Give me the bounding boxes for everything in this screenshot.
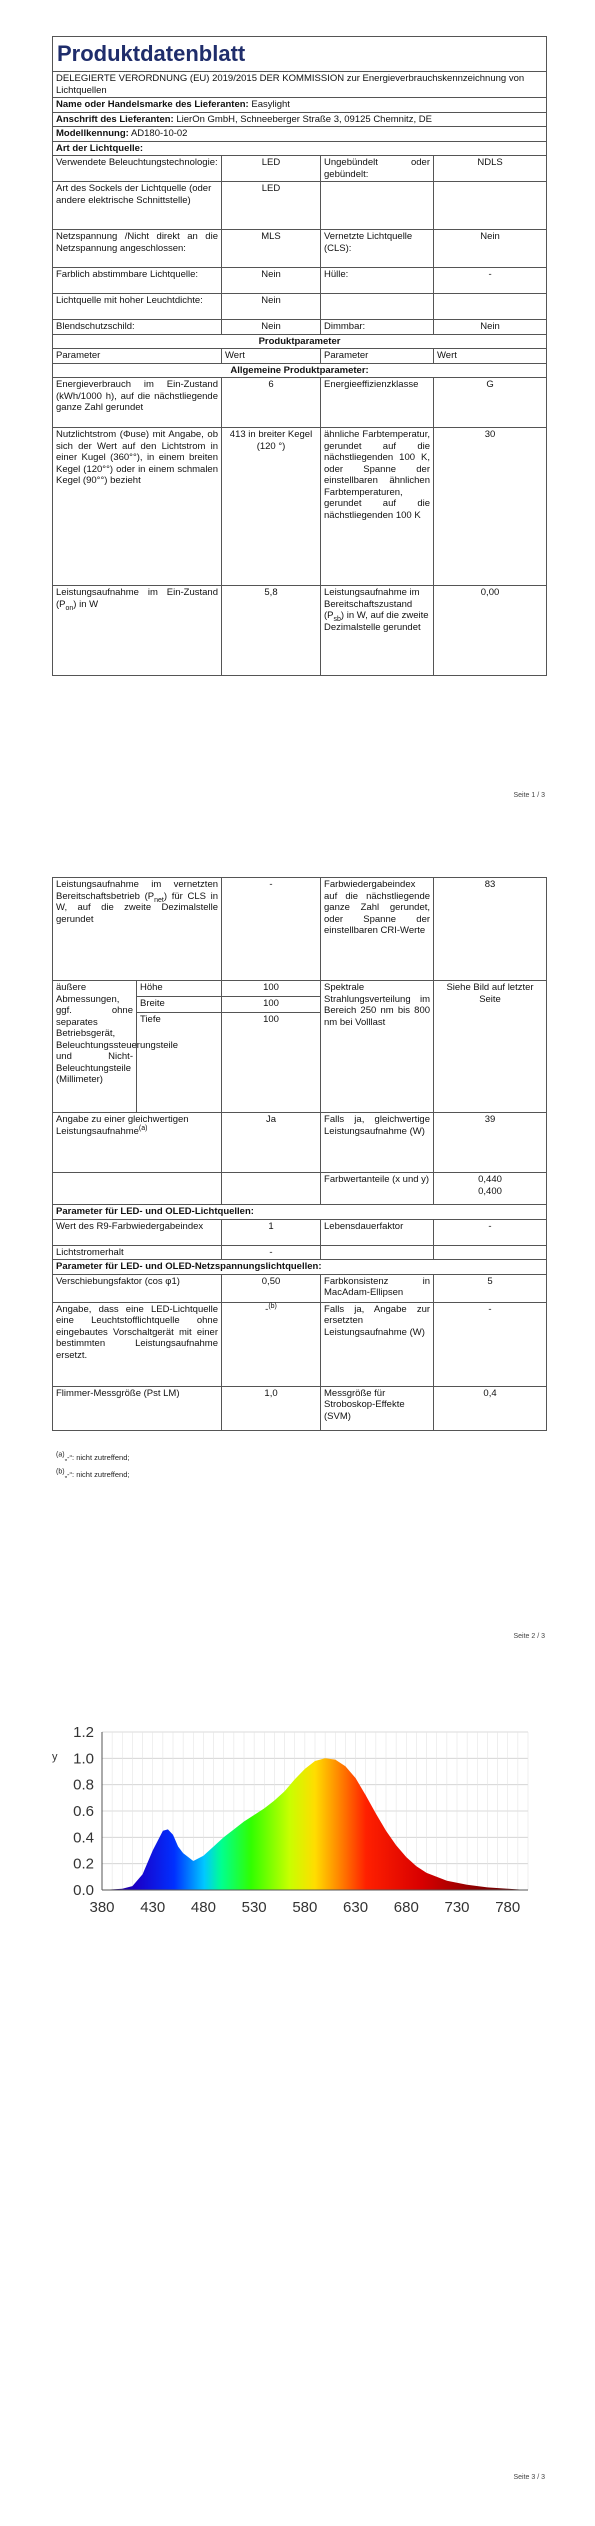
mains-led-params-heading: Parameter für LED- und OLED-Netzspannungslichtquellen: bbox=[53, 1260, 547, 1275]
mains-value: MLS bbox=[222, 230, 321, 268]
mains-label: Netzspannung /Nicht direkt an die Netzspannung angeschlossen: bbox=[53, 230, 222, 268]
cct-value: 30 bbox=[434, 428, 547, 586]
lumen-maintenance-label: Lichtstromerhalt bbox=[53, 1245, 222, 1260]
equivalent-power-claim-value: Ja bbox=[222, 1113, 321, 1173]
supplier-address-label: Anschrift des Lieferanten: bbox=[56, 113, 174, 125]
supplier-address: LierOn GmbH, Schneeberger Straße 3, 09125 Chemnitz, DE bbox=[176, 113, 432, 125]
cap-type-value: LED bbox=[222, 182, 321, 230]
depth-label: Tiefe bbox=[137, 1013, 222, 1113]
directional-value: NDLS bbox=[434, 156, 547, 182]
x-tick-label: 430 bbox=[140, 1899, 166, 1916]
depth-value: 100 bbox=[222, 1013, 321, 1113]
page-number-1: Seite 1 / 3 bbox=[513, 792, 545, 799]
led-params-heading: Parameter für LED- und OLED-Lichtquellen: bbox=[53, 1205, 547, 1220]
cri-label: Farbwiedergabeindex auf die nächstliegende ganze Zahl gerundet, oder Spanne der einstellbaren CRI-Werte bbox=[321, 878, 434, 981]
chromaticity-value bbox=[434, 1173, 547, 1205]
energy-consumption-label: Energieverbrauch im Ein-Zustand (kWh/1000 h), auf die nächstliegende ganze Zahl gerundet bbox=[53, 378, 222, 428]
networked-standby-label: Leistungsaufnahme im vernetzten Bereitschaftsbetrieb $(P_{net})$ für CLS in W, auf die zweite Dezimalstelle gerundet bbox=[53, 878, 222, 981]
survival-factor-value: - bbox=[434, 1219, 547, 1245]
col-header-parameter-2: Parameter bbox=[321, 349, 434, 364]
supplier-name-label: Name oder Handelsmarke des Lieferanten: bbox=[56, 99, 249, 110]
flicker-label: Flimmer-Messgröße (Pst LM) bbox=[53, 1386, 222, 1430]
model-id: AD180-10-02 bbox=[130, 128, 188, 139]
x-tick-label: 730 bbox=[444, 1899, 470, 1916]
fluorescent-replacement-label: Angabe, dass eine LED-Lichtquelle eine Leuchtstofflichtquelle ohne eingebautes Vorschaltgerät mit einer bestimmten Leistungsaufnahme ersetzt. bbox=[53, 1302, 222, 1386]
replaced-power-value: - bbox=[434, 1302, 547, 1386]
y-axis-label-fragment: y bbox=[52, 1751, 58, 1763]
general-params-heading: Allgemeine Produktparameter: bbox=[53, 363, 547, 378]
equivalent-power-claim-label: Angabe zu einer gleichwertigen Leistungsaufnahme$^{(a)}$ bbox=[53, 1113, 222, 1173]
col-header-value: Wert bbox=[222, 349, 321, 364]
fluorescent-replacement-value: -$^{(b)}$ bbox=[222, 1302, 321, 1386]
footnote-a: $^{(a)}$„-“: nicht zutreffend; bbox=[56, 1451, 130, 1462]
model-label: Modellkennung: bbox=[56, 128, 129, 139]
envelope-value: - bbox=[434, 268, 547, 294]
spectral-distribution-value: Siehe Bild auf letzter Seite bbox=[434, 981, 547, 1113]
x-tick-label: 530 bbox=[241, 1899, 267, 1916]
width-value: 100 bbox=[222, 997, 321, 1013]
page-number-2: Seite 2 / 3 bbox=[513, 1633, 545, 1640]
document-title: Produktdatenblatt bbox=[53, 37, 547, 72]
displacement-factor-value: 0,50 bbox=[222, 1274, 321, 1302]
model-row bbox=[53, 127, 547, 142]
supplier-name: Easylight bbox=[251, 99, 290, 110]
cct-label: ähnliche Farbtemperatur, gerundet auf die nächstliegenden 100 K, oder Spanne der einstellbaren ähnlichen Farbtemperaturen, gerundet auf die nächstliegenden 100 K bbox=[321, 428, 434, 586]
displacement-factor-label: Verschiebungsfaktor (cos φ1) bbox=[53, 1274, 222, 1302]
cri-value: 83 bbox=[434, 878, 547, 981]
x-tick-label: 480 bbox=[190, 1899, 216, 1916]
y-tick-label: 0.0 bbox=[73, 1882, 94, 1899]
high-luminance-value: Nein bbox=[222, 294, 321, 320]
on-mode-power-value: 5,8 bbox=[222, 586, 321, 676]
replaced-power-label: Falls ja, Angabe zur ersetzten Leistungsaufnahme (W) bbox=[321, 1302, 434, 1386]
y-tick-label: 0.2 bbox=[73, 1855, 94, 1873]
lumen-maintenance-value: - bbox=[222, 1245, 321, 1260]
energy-consumption-value: 6 bbox=[222, 378, 321, 428]
efficiency-class-value: G bbox=[434, 378, 547, 428]
chromaticity-label: Farbwertanteile (x und y) bbox=[321, 1173, 434, 1205]
networked-standby-value: - bbox=[222, 878, 321, 981]
y-tick-label: 0.6 bbox=[73, 1803, 94, 1820]
y-tick-label: 1.2 bbox=[73, 1724, 94, 1741]
anti-glare-label: Blendschutzschild: bbox=[53, 320, 222, 335]
height-value: 100 bbox=[222, 981, 321, 997]
chromaticity-y: 0,400 bbox=[478, 1185, 502, 1197]
cap-type-label: Art des Sockels der Lichtquelle (oder andere elektrische Schnittstelle) bbox=[53, 182, 222, 230]
directional-label: Ungebündelt oder gebündelt: bbox=[321, 156, 434, 182]
light-source-type-heading: Art der Lichtquelle: bbox=[53, 141, 547, 156]
useful-flux-value: 413 in breiter Kegel (120 °) bbox=[222, 428, 321, 586]
technology-label: Verwendete Beleuchtungstechnologie: bbox=[53, 156, 222, 182]
x-tick-label: 580 bbox=[292, 1899, 318, 1916]
macadam-value: 5 bbox=[434, 1274, 547, 1302]
y-tick-label: 0.4 bbox=[73, 1829, 94, 1847]
footnote-b: $^{(b)}$„-“: nicht zutreffend; bbox=[56, 1468, 130, 1479]
flicker-value: 1,0 bbox=[222, 1386, 321, 1430]
cls-value: Nein bbox=[434, 230, 547, 268]
spectrum-chart bbox=[52, 1720, 542, 1930]
cls-label: Vernetzte Lichtquelle (CLS): bbox=[321, 230, 434, 268]
y-tick-label: 0.8 bbox=[73, 1776, 94, 1794]
macadam-label: Farbkonsistenz in MacAdam-Ellipsen bbox=[321, 1274, 434, 1302]
r9-value: 1 bbox=[222, 1219, 321, 1245]
page-number-3: Seite 3 / 3 bbox=[513, 2474, 545, 2481]
supplier-address-row bbox=[53, 112, 547, 127]
y-tick-label: 1.0 bbox=[73, 1750, 94, 1768]
tunable-value: Nein bbox=[222, 268, 321, 294]
datasheet-table-page-1 bbox=[52, 36, 547, 676]
dimensions-label: äußere Abmessungen, ggf. ohne separates Betriebsgerät, Beleuchtungssteuerungsteile und Nicht-Beleuchtungsteile (Millimeter) bbox=[53, 981, 137, 1113]
dimmable-label: Dimmbar: bbox=[321, 320, 434, 335]
chromaticity-x: 0,440 bbox=[478, 1174, 502, 1185]
x-tick-label: 630 bbox=[343, 1899, 369, 1916]
high-luminance-label: Lichtquelle mit hoher Leuchtdichte: bbox=[53, 294, 222, 320]
standby-power-value: 0,00 bbox=[434, 586, 547, 676]
envelope-label: Hülle: bbox=[321, 268, 434, 294]
equivalent-power-label: Falls ja, gleichwertige Leistungsaufnahme (W) bbox=[321, 1113, 434, 1173]
dimmable-value: Nein bbox=[434, 320, 547, 335]
equivalent-power-value: 39 bbox=[434, 1113, 547, 1173]
tunable-label: Farblich abstimmbare Lichtquelle: bbox=[53, 268, 222, 294]
x-tick-label: 380 bbox=[89, 1899, 115, 1916]
standby-power-label: Leistungsaufnahme im Bereitschaftszustand $(P_{sb})$ in W, auf die zweite Dezimalstelle gerundet bbox=[321, 586, 434, 676]
technology-value: LED bbox=[222, 156, 321, 182]
width-label: Breite bbox=[137, 997, 222, 1013]
supplier-name-row bbox=[53, 98, 547, 113]
col-header-parameter: Parameter bbox=[53, 349, 222, 364]
col-header-value-2: Wert bbox=[434, 349, 547, 364]
on-mode-power-label: Leistungsaufnahme im Ein-Zustand $(P_{on})$ in W bbox=[53, 586, 222, 676]
useful-flux-label: Nutzlichtstrom (Φuse) mit Angabe, ob sich der Wert auf den Lichtstrom in einer Kugel (360°°), in einem breiten Kegel (120°°) oder in einem schmalen Kegel (90°°) bezieht bbox=[53, 428, 222, 586]
stroboscopic-value: 0,4 bbox=[434, 1386, 547, 1430]
height-label: Höhe bbox=[137, 981, 222, 997]
efficiency-class-label: Energieeffizienzklasse bbox=[321, 378, 434, 428]
stroboscopic-label: Messgröße für Stroboskop-Effekte (SVM) bbox=[321, 1386, 434, 1430]
regulation-text: DELEGIERTE VERORDNUNG (EU) 2019/2015 DER KOMMISSION zur Energieverbrauchskennzeichnung von Lichtquellen bbox=[53, 72, 547, 98]
product-params-heading: Produktparameter bbox=[53, 334, 547, 349]
survival-factor-label: Lebensdauerfaktor bbox=[321, 1219, 434, 1245]
anti-glare-value: Nein bbox=[222, 320, 321, 335]
spectral-distribution-label: Spektrale Strahlungsverteilung im Bereich 250 nm bis 800 nm bei Volllast bbox=[321, 981, 434, 1113]
x-tick-label: 780 bbox=[495, 1899, 521, 1916]
datasheet-table-page-2 bbox=[52, 877, 547, 1431]
r9-label: Wert des R9-Farbwiedergabeindex bbox=[53, 1219, 222, 1245]
spectrum-area bbox=[102, 1758, 528, 1890]
x-tick-label: 680 bbox=[393, 1899, 419, 1916]
